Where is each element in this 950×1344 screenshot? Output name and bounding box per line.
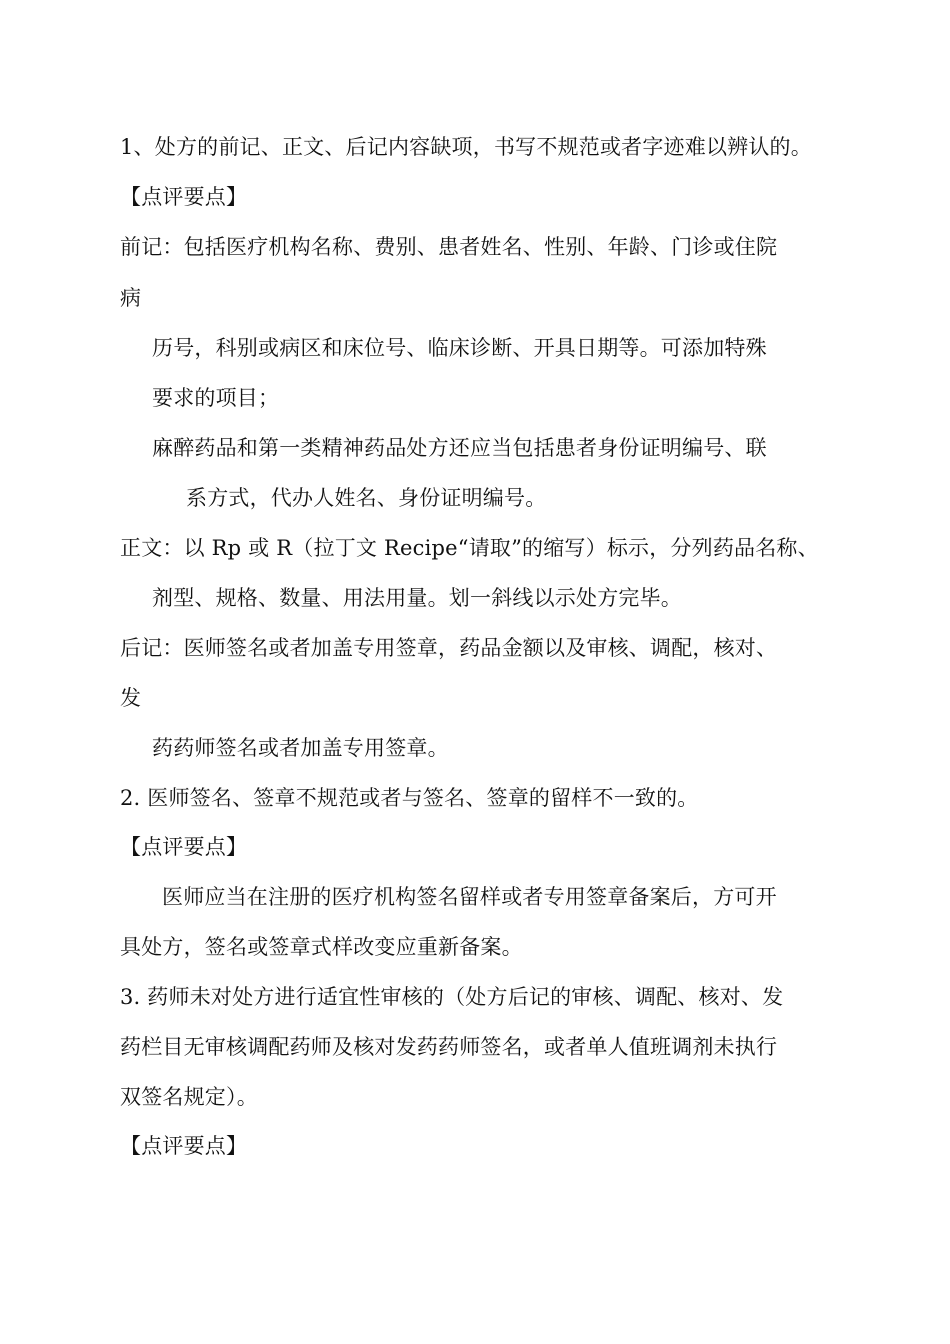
item-3-heading-cont: 药栏目无审核调配药师及核对发药药师签名，或者单人值班调剂未执行: [120, 1035, 778, 1059]
postscript-text-cont: 药药师签名或者加盖专用签章。: [152, 736, 449, 760]
preface-text-cont: 历号，科别或病区和床位号、临床诊断、开具日期等。可添加特殊: [152, 336, 767, 360]
postscript-text-wrap: 发: [120, 686, 142, 710]
postscript-text: 后记：医师签名或者加盖专用签章，药品金额以及审核、调配，核对、: [120, 636, 778, 660]
item-3-heading: 3. 药师未对处方进行适宜性审核的（处方后记的审核、调配、核对、发: [120, 985, 784, 1009]
review-points-heading: 【点评要点】: [120, 185, 248, 209]
review-points-heading: 【点评要点】: [120, 1134, 248, 1158]
body-text: 正文：以 Rp 或 R（拉丁文 Recipe“请取”的缩写）标示，分列药品名称、: [120, 536, 819, 560]
narcotics-text-cont: 系方式，代办人姓名、身份证明编号。: [186, 486, 547, 510]
item-2-heading: 2. 医师签名、签章不规范或者与签名、签章的留样不一致的。: [120, 786, 699, 810]
preface-text-wrap: 病: [120, 286, 142, 310]
narcotics-text: 麻醉药品和第一类精神药品处方还应当包括患者身份证明编号、联: [152, 436, 767, 460]
item-1-heading: 1、处方的前记、正文、后记内容缺项，书写不规范或者字迹难以辨认的。: [120, 135, 812, 159]
item-2-paragraph: 医师应当在注册的医疗机构签名留样或者专用签章备案后，方可开: [162, 885, 777, 909]
item-3-heading-cont: 双签名规定）。: [120, 1085, 258, 1109]
review-points-heading: 【点评要点】: [120, 835, 248, 859]
body-text-cont: 剂型、规格、数量、用法用量。划一斜线以示处方完毕。: [152, 586, 682, 610]
preface-text: 前记：包括医疗机构名称、费别、患者姓名、性别、年龄、门诊或住院: [120, 235, 778, 259]
item-2-paragraph-cont: 具处方，签名或签章式样改变应重新备案。: [120, 935, 523, 959]
preface-text-cont: 要求的项目；: [152, 386, 280, 410]
